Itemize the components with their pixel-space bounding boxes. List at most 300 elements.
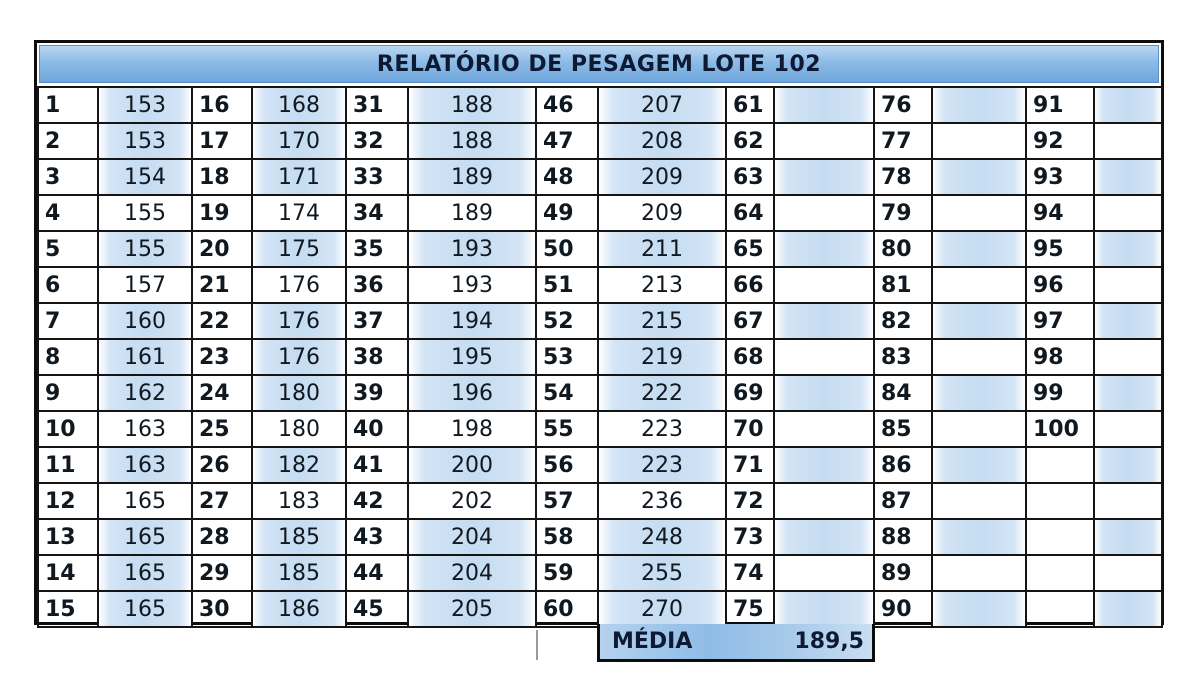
- animal-number-cell: [38, 123, 98, 159]
- animal-number: 51: [543, 272, 574, 298]
- animal-number-cell: [874, 87, 932, 123]
- weight-cell: [598, 303, 726, 339]
- animal-number-cell: [726, 231, 774, 267]
- weight-cell: [1094, 447, 1162, 483]
- animal-number-cell: [1026, 159, 1094, 195]
- animal-number-cell: [874, 123, 932, 159]
- animal-number-cell: [346, 159, 408, 195]
- weight-value: 170: [278, 128, 320, 154]
- animal-number-cell: [874, 375, 932, 411]
- animal-number-cell: [726, 519, 774, 555]
- weight-value: 174: [278, 200, 320, 226]
- animal-number: 95: [1033, 236, 1064, 262]
- animal-number: 94: [1033, 200, 1064, 226]
- table-row: [38, 303, 1162, 339]
- weight-value: 155: [124, 236, 166, 262]
- weight-value: 188: [451, 128, 493, 154]
- animal-number: 38: [353, 344, 384, 370]
- animal-number-cell: [874, 591, 932, 627]
- table-row: [38, 123, 1162, 159]
- weight-cell: [598, 195, 726, 231]
- weight-cell: [932, 375, 1026, 411]
- animal-number: 98: [1033, 344, 1064, 370]
- animal-number: 100: [1033, 416, 1079, 442]
- animal-number-cell: [536, 411, 598, 447]
- weight-cell: [252, 123, 346, 159]
- table-row: [38, 267, 1162, 303]
- weight-cell: [252, 519, 346, 555]
- weight-cell: [1094, 339, 1162, 375]
- weight-cell: [98, 447, 192, 483]
- animal-number: 87: [881, 488, 912, 514]
- weight-cell: [932, 159, 1026, 195]
- weight-cell: [598, 591, 726, 627]
- animal-number-cell: [1026, 591, 1094, 627]
- animal-number-cell: [726, 87, 774, 123]
- animal-number: 62: [733, 128, 764, 154]
- animal-number-cell: [192, 339, 252, 375]
- weight-value: 196: [451, 380, 493, 406]
- weight-cell: [932, 555, 1026, 591]
- weight-cell: [1094, 519, 1162, 555]
- weight-value: 176: [278, 308, 320, 334]
- animal-number: 44: [353, 560, 384, 586]
- animal-number-cell: [536, 483, 598, 519]
- weight-cell: [932, 267, 1026, 303]
- animal-number-cell: [38, 339, 98, 375]
- weight-value: 163: [124, 452, 166, 478]
- animal-number-cell: [192, 195, 252, 231]
- weight-cell: [1094, 375, 1162, 411]
- animal-number: 24: [199, 380, 230, 406]
- animal-number-cell: [192, 303, 252, 339]
- weight-cell: [1094, 591, 1162, 627]
- weight-value: 195: [451, 344, 493, 370]
- animal-number-cell: [192, 231, 252, 267]
- weight-value: 193: [451, 272, 493, 298]
- animal-number: 82: [881, 308, 912, 334]
- weight-cell: [774, 123, 874, 159]
- animal-number-cell: [38, 375, 98, 411]
- weight-cell: [98, 591, 192, 627]
- animal-number-cell: [726, 447, 774, 483]
- animal-number-cell: [874, 555, 932, 591]
- weight-cell: [932, 195, 1026, 231]
- animal-number-cell: [536, 303, 598, 339]
- weight-value: 209: [641, 164, 683, 190]
- weight-cell: [1094, 411, 1162, 447]
- weight-value: 162: [124, 380, 166, 406]
- weight-cell: [408, 267, 536, 303]
- weight-value: 185: [278, 524, 320, 550]
- animal-number: 27: [199, 488, 230, 514]
- animal-number-cell: [38, 519, 98, 555]
- weight-cell: [774, 411, 874, 447]
- weight-cell: [598, 267, 726, 303]
- animal-number-cell: [536, 519, 598, 555]
- table-row: [38, 159, 1162, 195]
- animal-number-cell: [874, 411, 932, 447]
- weight-value: 155: [124, 200, 166, 226]
- weight-cell: [252, 411, 346, 447]
- animal-number-cell: [192, 411, 252, 447]
- animal-number-cell: [1026, 267, 1094, 303]
- animal-number-cell: [1026, 231, 1094, 267]
- weight-cell: [252, 483, 346, 519]
- weight-value: 182: [278, 452, 320, 478]
- weight-cell: [98, 375, 192, 411]
- animal-number-cell: [1026, 87, 1094, 123]
- animal-number-cell: [536, 591, 598, 627]
- animal-number-cell: [192, 87, 252, 123]
- weight-cell: [774, 303, 874, 339]
- animal-number: 31: [353, 92, 384, 118]
- weight-value: 270: [641, 596, 683, 622]
- animal-number-cell: [38, 231, 98, 267]
- weight-cell: [774, 483, 874, 519]
- animal-number: 46: [543, 92, 574, 118]
- animal-number: 12: [45, 488, 76, 514]
- animal-number-cell: [1026, 519, 1094, 555]
- animal-number: 80: [881, 236, 912, 262]
- weight-value: 248: [641, 524, 683, 550]
- animal-number-cell: [536, 159, 598, 195]
- weight-cell: [598, 159, 726, 195]
- animal-number: 53: [543, 344, 574, 370]
- animal-number: 33: [353, 164, 384, 190]
- weight-value: 202: [451, 488, 493, 514]
- animal-number-cell: [192, 159, 252, 195]
- animal-number-cell: [536, 123, 598, 159]
- weight-cell: [598, 555, 726, 591]
- animal-number: 49: [543, 200, 574, 226]
- animal-number-cell: [38, 159, 98, 195]
- weight-value: 168: [278, 92, 320, 118]
- weight-value: 160: [124, 308, 166, 334]
- weight-value: 198: [451, 416, 493, 442]
- animal-number-cell: [536, 555, 598, 591]
- weight-value: 165: [124, 488, 166, 514]
- animal-number: 22: [199, 308, 230, 334]
- weight-cell: [98, 195, 192, 231]
- weight-cell: [252, 555, 346, 591]
- animal-number-cell: [346, 591, 408, 627]
- animal-number-cell: [726, 483, 774, 519]
- weight-cell: [408, 123, 536, 159]
- weight-value: 205: [451, 596, 493, 622]
- animal-number-cell: [726, 159, 774, 195]
- table-row: [38, 87, 1162, 123]
- animal-number-cell: [1026, 339, 1094, 375]
- weight-cell: [408, 591, 536, 627]
- animal-number: 8: [45, 344, 61, 370]
- weight-value: 219: [641, 344, 683, 370]
- weight-cell: [774, 375, 874, 411]
- animal-number-cell: [536, 447, 598, 483]
- animal-number: 34: [353, 200, 384, 226]
- weight-value: 165: [124, 596, 166, 622]
- animal-number-cell: [346, 483, 408, 519]
- divider-mark: [536, 630, 538, 660]
- animal-number: 21: [199, 272, 230, 298]
- weight-value: 211: [641, 236, 683, 262]
- weight-cell: [774, 339, 874, 375]
- weight-cell: [774, 447, 874, 483]
- weight-value: 165: [124, 560, 166, 586]
- animal-number: 25: [199, 416, 230, 442]
- weight-value: 222: [641, 380, 683, 406]
- weight-cell: [98, 231, 192, 267]
- animal-number: 11: [45, 452, 76, 478]
- animal-number: 52: [543, 308, 574, 334]
- animal-number: 58: [543, 524, 574, 550]
- weight-value: 165: [124, 524, 166, 550]
- animal-number-cell: [1026, 195, 1094, 231]
- weight-cell: [408, 483, 536, 519]
- weight-cell: [1094, 231, 1162, 267]
- weight-cell: [252, 159, 346, 195]
- table-row: [38, 339, 1162, 375]
- animal-number: 67: [733, 308, 764, 334]
- animal-number-cell: [38, 591, 98, 627]
- weight-cell: [252, 591, 346, 627]
- animal-number: 86: [881, 452, 912, 478]
- animal-number: 81: [881, 272, 912, 298]
- weight-cell: [932, 519, 1026, 555]
- table-row: [38, 375, 1162, 411]
- animal-number-cell: [346, 303, 408, 339]
- animal-number: 64: [733, 200, 764, 226]
- animal-number-cell: [192, 375, 252, 411]
- animal-number-cell: [346, 447, 408, 483]
- animal-number-cell: [192, 555, 252, 591]
- animal-number: 78: [881, 164, 912, 190]
- animal-number: 14: [45, 560, 76, 586]
- weight-cell: [98, 519, 192, 555]
- weight-cell: [932, 447, 1026, 483]
- animal-number-cell: [874, 483, 932, 519]
- weight-cell: [932, 411, 1026, 447]
- animal-number: 85: [881, 416, 912, 442]
- table-row: [38, 483, 1162, 519]
- animal-number-cell: [874, 339, 932, 375]
- animal-number: 76: [881, 92, 912, 118]
- animal-number: 59: [543, 560, 574, 586]
- weight-cell: [774, 555, 874, 591]
- animal-number-cell: [192, 483, 252, 519]
- animal-number-cell: [536, 231, 598, 267]
- animal-number: 74: [733, 560, 764, 586]
- weight-cell: [252, 303, 346, 339]
- weight-value: 204: [451, 524, 493, 550]
- weight-cell: [252, 195, 346, 231]
- animal-number: 75: [733, 596, 764, 622]
- animal-number: 61: [733, 92, 764, 118]
- weight-cell: [252, 339, 346, 375]
- weight-cell: [408, 555, 536, 591]
- table-row: [38, 447, 1162, 483]
- animal-number: 60: [543, 596, 574, 622]
- weight-value: 154: [124, 164, 166, 190]
- animal-number-cell: [726, 303, 774, 339]
- animal-number: 96: [1033, 272, 1064, 298]
- weight-value: 236: [641, 488, 683, 514]
- animal-number: 69: [733, 380, 764, 406]
- weight-cell: [98, 267, 192, 303]
- weight-value: 157: [124, 272, 166, 298]
- weight-cell: [98, 123, 192, 159]
- animal-number: 72: [733, 488, 764, 514]
- weight-value: 215: [641, 308, 683, 334]
- weight-cell: [408, 159, 536, 195]
- weight-cell: [98, 483, 192, 519]
- weight-cell: [408, 519, 536, 555]
- animal-number-cell: [38, 555, 98, 591]
- weight-cell: [1094, 483, 1162, 519]
- animal-number-cell: [1026, 123, 1094, 159]
- weight-cell: [98, 339, 192, 375]
- weight-value: 189: [451, 200, 493, 226]
- weight-value: 204: [451, 560, 493, 586]
- animal-number: 32: [353, 128, 384, 154]
- animal-number: 28: [199, 524, 230, 550]
- animal-number: 54: [543, 380, 574, 406]
- weight-cell: [598, 339, 726, 375]
- weight-cell: [1094, 87, 1162, 123]
- animal-number: 63: [733, 164, 764, 190]
- animal-number-cell: [346, 123, 408, 159]
- animal-number: 68: [733, 344, 764, 370]
- animal-number: 40: [353, 416, 384, 442]
- weight-value: 223: [641, 416, 683, 442]
- animal-number: 17: [199, 128, 230, 154]
- weight-cell: [598, 519, 726, 555]
- weight-cell: [932, 231, 1026, 267]
- weight-cell: [408, 375, 536, 411]
- weight-value: 175: [278, 236, 320, 262]
- animal-number-cell: [536, 339, 598, 375]
- animal-number: 18: [199, 164, 230, 190]
- animal-number-cell: [726, 267, 774, 303]
- weight-cell: [98, 87, 192, 123]
- animal-number: 66: [733, 272, 764, 298]
- animal-number: 55: [543, 416, 574, 442]
- table-row: [38, 519, 1162, 555]
- table-row: [38, 195, 1162, 231]
- animal-number-cell: [346, 195, 408, 231]
- animal-number: 50: [543, 236, 574, 262]
- weight-value: 189: [451, 164, 493, 190]
- weight-value: 176: [278, 272, 320, 298]
- animal-number: 71: [733, 452, 764, 478]
- animal-number: 20: [199, 236, 230, 262]
- animal-number-cell: [192, 123, 252, 159]
- weight-value: 255: [641, 560, 683, 586]
- weight-cell: [252, 87, 346, 123]
- weight-cell: [774, 519, 874, 555]
- weight-cell: [1094, 267, 1162, 303]
- animal-number-cell: [346, 339, 408, 375]
- animal-number: 35: [353, 236, 384, 262]
- weight-value: 194: [451, 308, 493, 334]
- weight-value: 213: [641, 272, 683, 298]
- weight-cell: [1094, 555, 1162, 591]
- animal-number: 99: [1033, 380, 1064, 406]
- animal-number-cell: [192, 519, 252, 555]
- weight-cell: [408, 87, 536, 123]
- weight-cell: [774, 267, 874, 303]
- weight-cell: [408, 411, 536, 447]
- animal-number: 23: [199, 344, 230, 370]
- animal-number-cell: [536, 375, 598, 411]
- weight-value: 208: [641, 128, 683, 154]
- weight-value: 200: [451, 452, 493, 478]
- animal-number: 91: [1033, 92, 1064, 118]
- weight-value: 186: [278, 596, 320, 622]
- animal-number: 36: [353, 272, 384, 298]
- animal-number: 56: [543, 452, 574, 478]
- animal-number-cell: [38, 303, 98, 339]
- weight-value: 180: [278, 380, 320, 406]
- weight-cell: [1094, 123, 1162, 159]
- weight-cell: [408, 303, 536, 339]
- weight-cell: [932, 303, 1026, 339]
- animal-number-cell: [874, 159, 932, 195]
- animal-number-cell: [346, 519, 408, 555]
- animal-number: 30: [199, 596, 230, 622]
- animal-number: 39: [353, 380, 384, 406]
- animal-number-cell: [346, 555, 408, 591]
- animal-number-cell: [874, 447, 932, 483]
- weight-cell: [408, 231, 536, 267]
- animal-number-cell: [726, 195, 774, 231]
- animal-number: 57: [543, 488, 574, 514]
- animal-number: 88: [881, 524, 912, 550]
- animal-number-cell: [346, 411, 408, 447]
- animal-number-cell: [346, 267, 408, 303]
- animal-number-cell: [536, 87, 598, 123]
- animal-number-cell: [38, 267, 98, 303]
- average-label: MÉDIA: [612, 629, 693, 654]
- animal-number: 37: [353, 308, 384, 334]
- animal-number: 7: [45, 308, 61, 334]
- animal-number: 6: [45, 272, 61, 298]
- animal-number-cell: [726, 591, 774, 627]
- weight-cell: [932, 123, 1026, 159]
- weight-cell: [774, 231, 874, 267]
- weight-cell: [1094, 195, 1162, 231]
- animal-number: 16: [199, 92, 230, 118]
- animal-number-cell: [38, 411, 98, 447]
- table-row: [38, 411, 1162, 447]
- weight-cell: [774, 195, 874, 231]
- animal-number-cell: [1026, 375, 1094, 411]
- animal-number-cell: [536, 195, 598, 231]
- weight-cell: [932, 87, 1026, 123]
- animal-number: 2: [45, 128, 61, 154]
- weight-value: 209: [641, 200, 683, 226]
- animal-number: 79: [881, 200, 912, 226]
- weight-value: 171: [278, 164, 320, 190]
- animal-number: 48: [543, 164, 574, 190]
- animal-number: 65: [733, 236, 764, 262]
- animal-number: 1: [45, 92, 61, 118]
- animal-number-cell: [726, 411, 774, 447]
- animal-number: 42: [353, 488, 384, 514]
- weight-cell: [408, 195, 536, 231]
- animal-number: 9: [45, 380, 61, 406]
- weight-cell: [252, 447, 346, 483]
